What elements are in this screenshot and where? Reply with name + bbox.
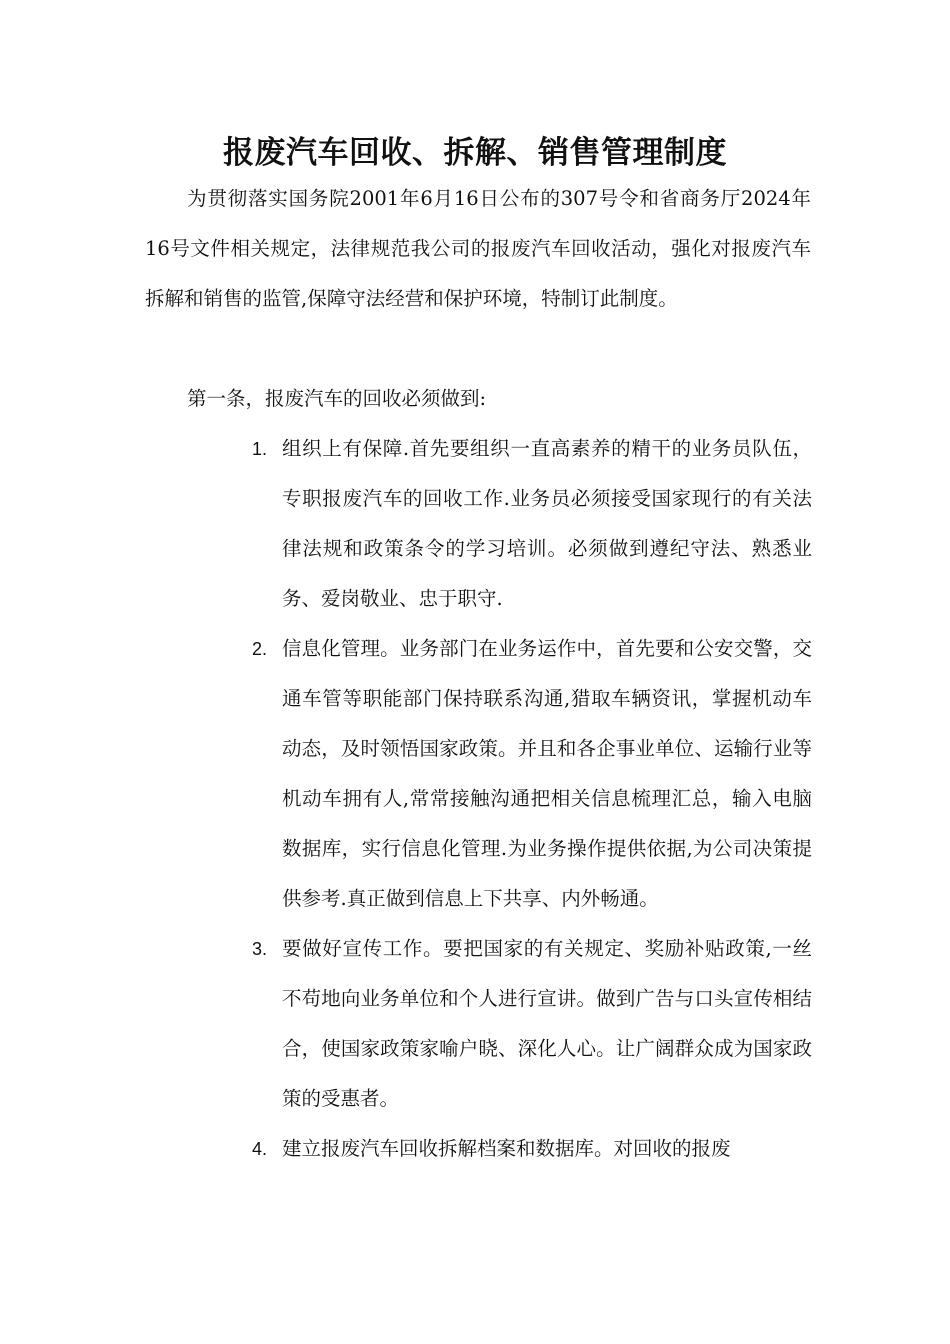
list-item-text: 信息化管理。业务部门在业务运作中，首先要和公安交警，交通车管等职能部门保持联系沟通,猎取车辆资讯，掌握机动车动态，及时领悟国家政策。并且和各企事业单位、运输行业等机动车拥有人,常常接触沟通把相关信息梳理汇总，输入电脑数据库，实行信息化管理.为业务操作提供依据,为公司决策提供参考.真正做到信息上下共享、内外畅通。	[282, 637, 812, 910]
document-title: 报废汽车回收、拆解、销售管理制度	[223, 135, 727, 171]
intro-paragraph: 为贯彻落实国务院2001年6月16日公布的307号令和省商务厅2024年16号文件相关规定，法律规范我公司的报废汽车回收活动，强化对报废汽车拆解和销售的监管,保障守法经营和保护环境，特制订此制度。	[145, 187, 811, 310]
list-item	[252, 1124, 822, 1174]
list-item	[252, 924, 822, 1124]
list-item-number: 3.	[252, 939, 268, 959]
list-item-text: 建立报废汽车回收拆解档案和数据库。对回收的报废	[282, 1137, 731, 1160]
list-item-number: 1.	[252, 439, 268, 459]
list-item-text: 组织上有保障.首先要组织一直高素养的精干的业务员队伍，专职报废汽车的回收工作.业务员必须接受国家现行的有关法律法规和政策条令的学习培训。必须做到遵纪守法、熟悉业务、爱岗敬业、忠于职守.	[282, 437, 812, 610]
article-heading: 第一条，报废汽车的回收必须做到:	[187, 387, 487, 410]
list-item-number: 4.	[252, 1139, 268, 1159]
list-item-number: 2.	[252, 639, 268, 659]
list-item	[252, 624, 822, 924]
list-item	[252, 424, 822, 624]
list-item-text: 要做好宣传工作。要把国家的有关规定、奖励补贴政策,一丝不苟地向业务单位和个人进行宣讲。做到广告与口头宣传相结合，使国家政策家喻户晓、深化人心。让广阔群众成为国家政策的受惠者。	[282, 937, 812, 1110]
requirements-list	[252, 424, 822, 1174]
